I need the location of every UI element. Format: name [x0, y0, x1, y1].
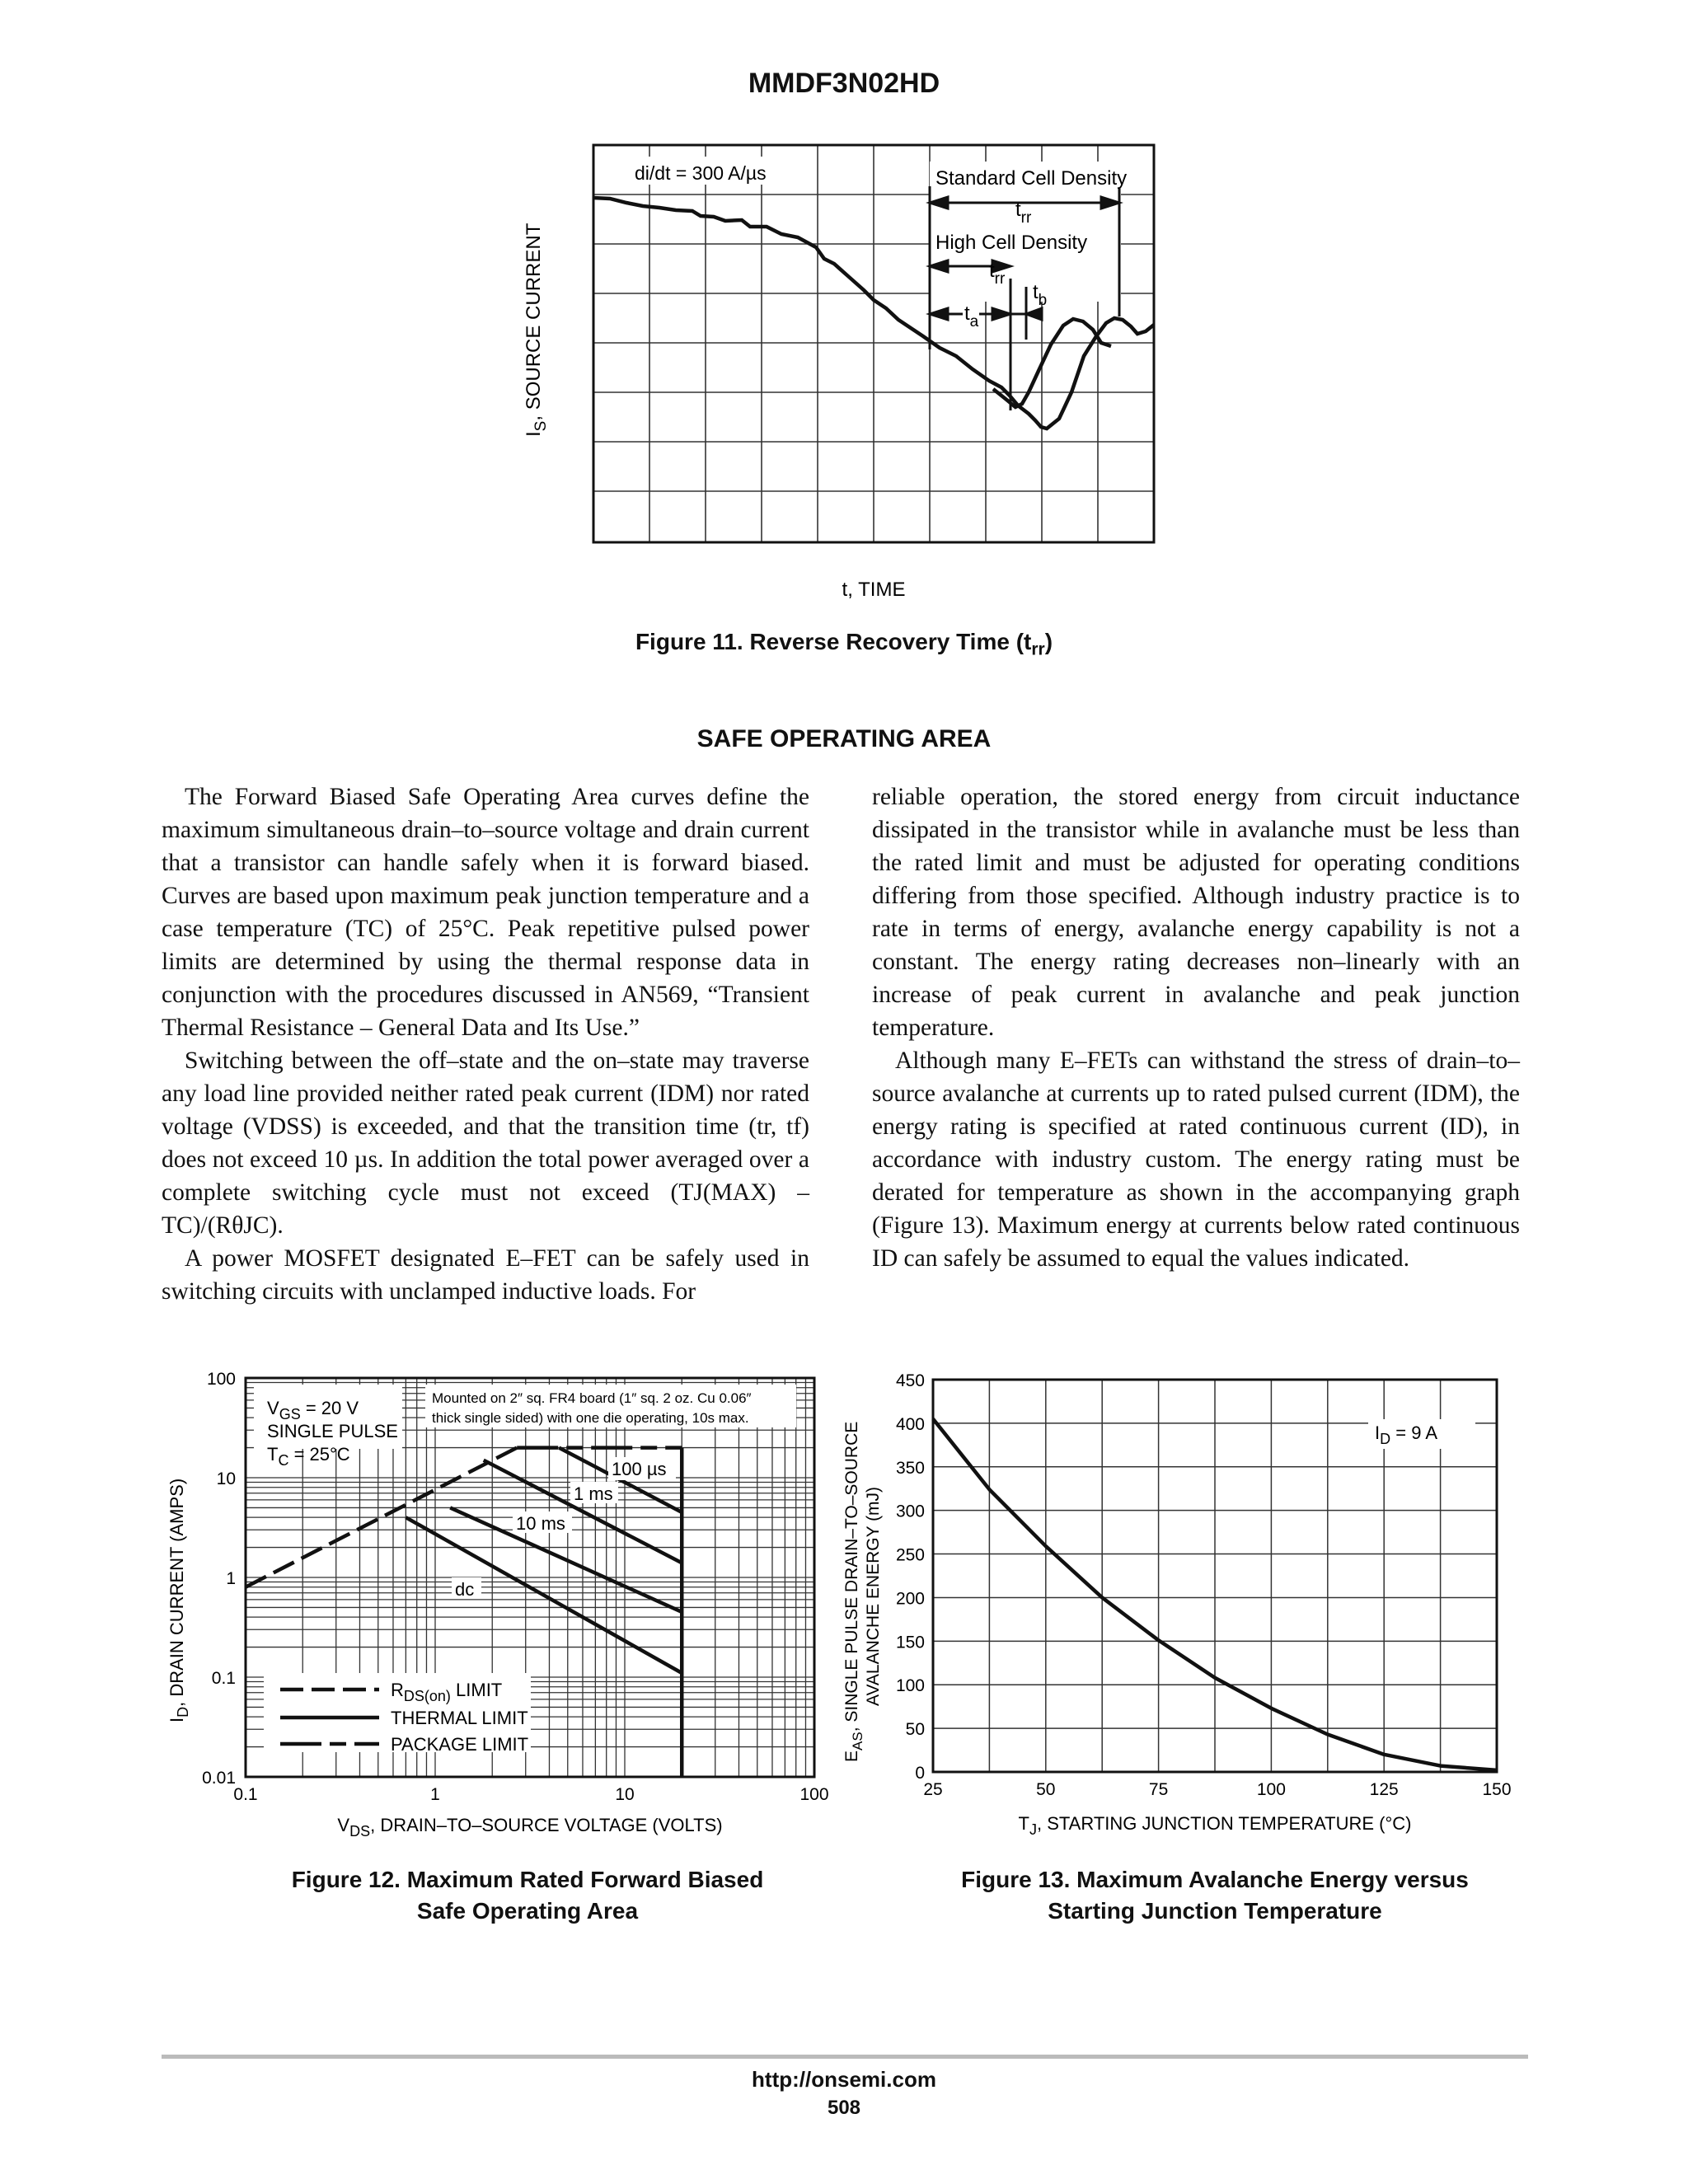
legend-rdson-label: $R_{DS(on)}$ LIMIT	[391, 1680, 503, 1704]
fig11-trr-hcd-label: $t_{rr}$	[989, 260, 1006, 288]
fig13-xtick-label: 25	[923, 1780, 943, 1799]
fig13-ylabel: $E_{AS}$, SINGLE PULSE DRAIN–TO–SOURCE	[842, 1421, 865, 1762]
fig12-single-pulse-label: SINGLE PULSE	[267, 1421, 398, 1441]
fig12-ytick-label: 1	[226, 1569, 236, 1588]
fig13-caption: Figure 13. Maximum Avalanche Energy versus Starting Junction Temperature	[961, 1867, 1469, 1924]
fig12-tc-label: $T_C = 25^\circ C$	[267, 1444, 350, 1469]
legend-thermal-label: THERMAL LIMIT	[391, 1708, 528, 1728]
fig13-ytick-label: 0	[915, 1764, 925, 1783]
fig13-xtick-label: 100	[1256, 1780, 1286, 1799]
fig13-xlabel: $T_J$, STARTING JUNCTION TEMPERATURE (°C)	[1018, 1813, 1412, 1838]
fig12-1ms-label: 1 ms	[574, 1483, 613, 1504]
fig11-standard-label: Standard Cell Density	[935, 167, 1128, 190]
fig13-ytick-label: 150	[895, 1633, 925, 1652]
fig13-id-label: $I_D = 9$ A	[1375, 1422, 1438, 1447]
fig12-xtick-label: 100	[799, 1785, 829, 1804]
figure-11-chart	[0, 0, 1688, 659]
fig12-ylabel: $I_D$, DRAIN CURRENT (AMPS)	[166, 1478, 191, 1722]
fig11-didt-label: di/dt = 300 A/µs	[635, 162, 767, 184]
fig12-dc-label: dc	[455, 1579, 475, 1600]
fig12-xtick-label: 0.1	[233, 1785, 258, 1804]
fig12-vgs-label: $V_{GS} = 20$ V	[267, 1398, 359, 1422]
fig12-mount-note: thick single sided) with one die operating, 10s max.	[432, 1410, 749, 1426]
body-left-column	[162, 780, 809, 1308]
fig13-ytick-label: 300	[895, 1502, 925, 1521]
fig13-ytick-label: 50	[905, 1720, 925, 1740]
body-paragraph: reliable operation, the stored energy from circuit inductance dissipated in the transistor while in avalanche must be less than the rated limit and must be adjusted for operating conditions differing from those specified. Although industry practice is to rate in terms of energy, avalanche energy capability is not a constant. The energy rating decreases non–linearly with an increase of peak current in avalanche and peak junction temperature.	[872, 784, 1520, 1041]
fig13-ytick-label: 400	[895, 1414, 925, 1434]
fig13-xtick-label: 75	[1148, 1780, 1169, 1799]
fig11-ylabel: $I_S$, SOURCE CURRENT	[523, 223, 550, 437]
body-right-column	[872, 780, 1520, 1275]
body-paragraph: Switching between the off–state and the on–state may traverse any load line provided neither rated peak current (IDM) nor rated voltage (VDSS) is exceeded, and that the transition time (tr, tf) does not exceed 10 µs. In addition the total power averaged over a complete switching cycle must not exceed (TJ(MAX) – TC)/(RθJC).	[162, 1047, 809, 1239]
page-number: 508	[827, 2097, 861, 2119]
fig13-ytick-label: 200	[895, 1589, 925, 1609]
page-header: MMDF3N02HD	[748, 68, 940, 99]
fig11-tb-label: $t_b$	[1033, 281, 1048, 309]
fig12-ytick-label: 0.1	[211, 1669, 236, 1688]
body-paragraph: A power MOSFET designated E–FET can be safely used in switching circuits with unclamped inductive loads. For	[162, 1245, 809, 1305]
figure-13-chart	[824, 1352, 1688, 1863]
fig12-10ms-label: 10 ms	[516, 1513, 565, 1534]
fig11-ta-label: $t_a$	[964, 302, 979, 330]
figure-12-chart	[0, 1352, 844, 1863]
fig13-ylabel-2: AVALANCHE ENERGY (mJ)	[864, 1486, 883, 1706]
fig12-ytick-label: 10	[216, 1469, 236, 1488]
section-title: SAFE OPERATING AREA	[696, 725, 992, 752]
fig12-ytick-label: 0.01	[202, 1769, 236, 1788]
fig13-xtick-label: 150	[1482, 1780, 1512, 1799]
fig12-caption: Figure 12. Maximum Rated Forward Biased Safe Operating Area	[291, 1867, 764, 1924]
fig13-xtick-label: 125	[1369, 1780, 1399, 1799]
fig13-ytick-label: 450	[895, 1371, 925, 1390]
legend-package-label: PACKAGE LIMIT	[391, 1734, 529, 1755]
fig12-mount-note: Mounted on 2″ sq. FR4 board (1″ sq. 2 oz. Cu 0.06″	[432, 1390, 752, 1406]
fig13-ytick-label: 250	[895, 1545, 925, 1565]
body-paragraph: Although many E–FETs can withstand the stress of drain–to–source avalanche at currents up to rated pulsed current (IDM), the energy rating is specified at rated continuous current (ID), in accordance with industry custom. The energy rating must be derated for temperature as shown in the accompanying graph (Figure 13). Maximum energy at currents below rated continuous ID can safely be assumed to equal the values indicated.	[872, 1047, 1520, 1272]
fig12-xtick-label: 1	[430, 1785, 440, 1804]
fig11-caption: Figure 11. Reverse Recovery Time $(t_{rr})$	[635, 629, 1053, 659]
fig13-ytick-label: 100	[895, 1676, 925, 1696]
fig13-xtick-label: 50	[1036, 1780, 1056, 1799]
fig13-ytick-label: 350	[895, 1458, 925, 1478]
fig11-trr-std-label: $t_{rr}$	[1015, 199, 1032, 227]
fig12-xtick-label: 10	[615, 1785, 635, 1804]
fig11-hcd-label: High Cell Density	[935, 232, 1088, 254]
footer-rule	[162, 2055, 1528, 2059]
fig12-xlabel: $V_{DS}$, DRAIN–TO–SOURCE VOLTAGE (VOLTS)	[337, 1815, 723, 1840]
body-paragraph: The Forward Biased Safe Operating Area curves define the maximum simultaneous drain–to–source voltage and drain current that a transistor can handle safely when it is forward biased. Curves are based upon maximum peak junction temperature and a case temperature (TC) of 25°C. Peak repetitive pulsed power limits are determined by using the thermal response data in conjunction with the procedures discussed in AN569, “Transient Thermal Resistance – General Data and Its Use.”	[162, 784, 809, 1041]
fig12-100us-label: 100 µs	[612, 1459, 667, 1479]
fig12-ytick-label: 100	[206, 1370, 236, 1389]
footer-url[interactable]: http://onsemi.com	[752, 2067, 936, 2092]
fig11-xlabel: t, TIME	[842, 579, 906, 601]
